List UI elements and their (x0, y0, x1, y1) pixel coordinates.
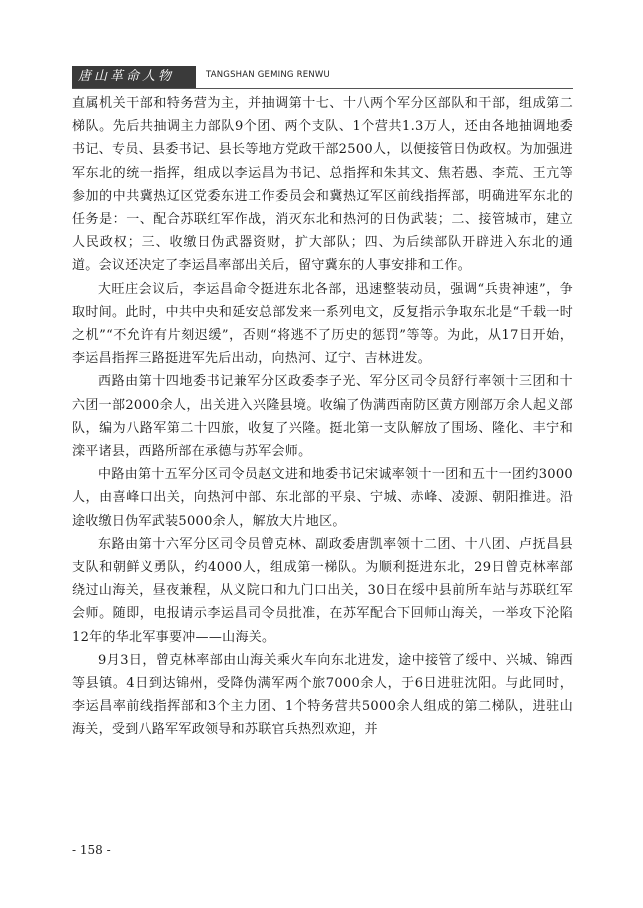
page-number: - 158 - (72, 843, 111, 857)
paragraph-6: 9月3日，曾克林率部由山海关乘火车向东北进发，途中接管了绥中、兴城、锦西等县镇。4日到达锦州，受降伪满军两个旅7000余人，于6日进驻沈阳。与此同时，李运昌率前线指挥部和3个主力团、1个特务营共5000余人组成的第二梯队，进驻山海关，受到八路军军政领导和苏联官兵热烈欢迎，并 (72, 652, 573, 738)
paragraph-4: 中路由第十五军分区司令员赵文进和地委书记宋诚率领十一团和五十一团约3000人，由喜峰口出关，向热河中部、东北部的平泉、宁城、赤峰、凌源、朝阳推进。沿途收缴日伪军武装5000余人，解放大片地区。 (72, 467, 573, 529)
body-text (72, 92, 573, 742)
header-title-en: TANGSHAN GEMING RENWU (206, 70, 330, 80)
running-header (0, 0, 643, 90)
paragraph-2: 大旺庄会议后，李运昌命令挺进东北各部，迅速整装动员，强调“兵贵神速”，争取时间。此时，中共中央和延安总部发来一系列电文，反复指示争取东北是“千载一时之机”“不允许有片刻迟缓”，否则“将逃不了历史的惩罚”等等。为此，从17日开始，李运昌指挥三路挺进军先后出动，向热河、辽宁、吉林进发。 (72, 281, 573, 367)
header-title-cn: 唐山革命人物 (78, 69, 175, 84)
header-rule (72, 88, 573, 89)
paragraph-1: 直属机关干部和特务营为主，并抽调第十七、十八两个军分区部队和干部，组成第二梯队。先后共抽调主力部队9个团、两个支队、1个营共1.3万人，还由各地抽调地委书记、专员、县委书记、县长等地方党政干部2500人，以便接管日伪政权。为加强进军东北的统一指挥，组成以李运昌为书记、总指挥和朱其文、焦若愚、李荒、王亢等参加的中共冀热辽区党委东进工作委员会和冀热辽军区前线指挥部，明确进军东北的任务是：一、配合苏联红军作战，消灭东北和热河的日伪武装；二、接管城市，建立人民政权；三、收缴日伪武器资财，扩大部队；四、为后续部队开辟进入东北的通道。会议还决定了李运昌率部出关后，留守冀东的人事安排和工作。 (72, 96, 573, 274)
paragraph-3: 西路由第十四地委书记兼军分区政委李子光、军分区司令员舒行率领十三团和十六团一部2000余人，出关进入兴隆县境。收编了伪满西南防区黄方刚部万余人起义部队，编为八路军第二十四旅，收复了兴隆。挺北第一支队解放了围场、隆化、丰宁和滦平诸县，西路所部在承德与苏军会师。 (72, 374, 573, 460)
paragraph-5: 东路由第十六军分区司令员曾克林、副政委唐凯率领十二团、十八团、卢抚昌县支队和朝鲜义勇队，约4000人，组成第一梯队。为顺利挺进东北，29日曾克林率部绕过山海关，昼夜兼程，从义院口和九门口出关，30日在绥中县前所车站与苏联红军会师。随即，电报请示李运昌司令员批准，在苏军配合下回师山海关，一举攻下沦陷12年的华北军事要冲——山海关。 (72, 536, 573, 645)
